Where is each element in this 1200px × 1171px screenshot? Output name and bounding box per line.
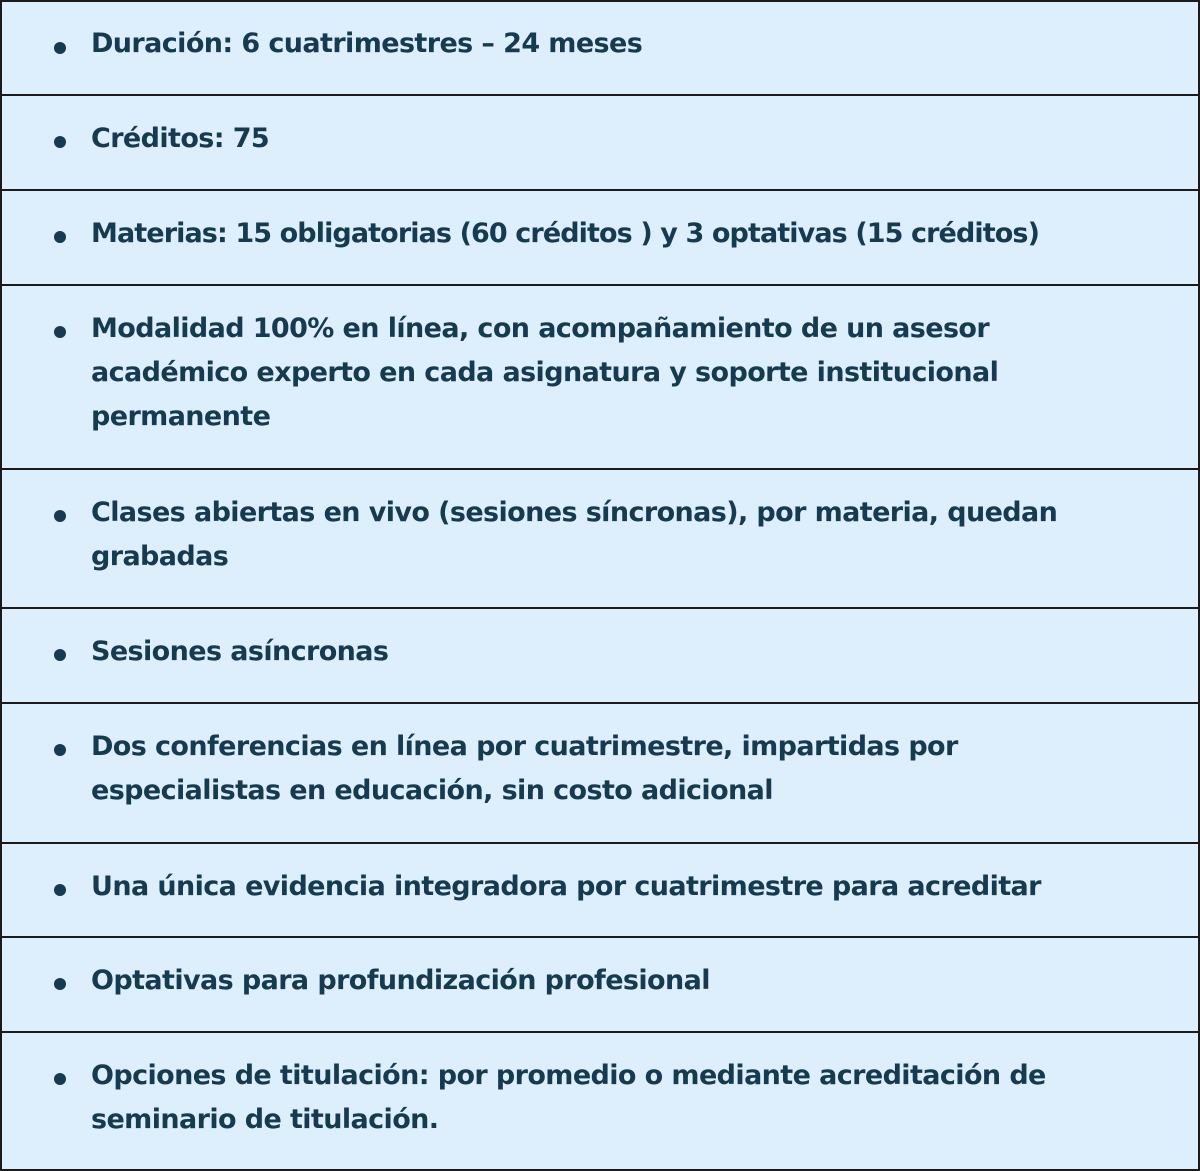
item-text: Materias: 15 obligatorias (60 créditos ) y 3 optativas (15 créditos)	[91, 218, 1040, 249]
list-item	[2, 704, 1198, 844]
list-item	[2, 844, 1198, 938]
item-text: Una única evidencia integradora por cuatrimestre para acreditar	[91, 871, 1041, 902]
item-text: Sesiones asíncronas	[91, 636, 389, 667]
bullet-icon	[54, 978, 66, 990]
item-text: Modalidad 100% en línea, con acompañamiento de un asesor académico experto en cada asignatura y soporte institucional permanente	[91, 313, 999, 432]
bullet-icon	[54, 231, 66, 243]
list-item	[2, 609, 1198, 704]
item-text: Clases abiertas en vivo (sesiones síncronas), por materia, quedan grabadas	[91, 497, 1058, 572]
bullet-icon	[54, 136, 66, 148]
item-text: Opciones de titulación: por promedio o mediante acreditación de seminario de titulación.	[91, 1060, 1046, 1135]
list-item	[2, 470, 1198, 609]
item-text: Créditos: 75	[91, 123, 270, 154]
bullet-icon	[54, 744, 66, 756]
item-text: Duración: 6 cuatrimestres – 24 meses	[91, 28, 643, 59]
list-item	[2, 2, 1198, 96]
list-item	[2, 286, 1198, 470]
item-text: Dos conferencias en línea por cuatrimestre, impartidas por especialistas en educación, sin costo adicional	[91, 731, 958, 806]
bullet-icon	[54, 1073, 66, 1085]
list-item	[2, 191, 1198, 286]
item-text: Optativas para profundización profesional	[91, 965, 710, 996]
list-item	[2, 96, 1198, 191]
bullet-icon	[54, 510, 66, 522]
list-item	[2, 1033, 1198, 1169]
bullet-icon	[54, 884, 66, 896]
bullet-icon	[54, 649, 66, 661]
list-item	[2, 938, 1198, 1033]
bullet-icon	[54, 326, 66, 338]
bullet-icon	[54, 42, 66, 54]
